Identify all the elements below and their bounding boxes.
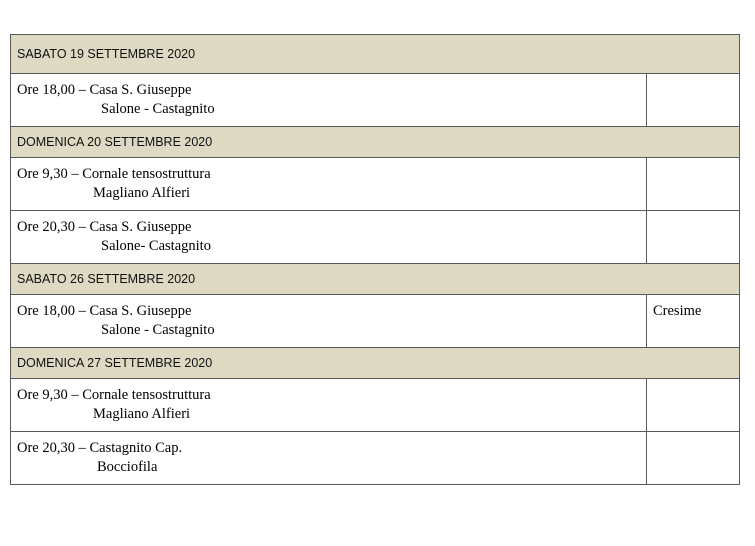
note-cell <box>647 295 740 348</box>
event-time-place: Ore 18,00 – Casa S. Giuseppe <box>17 303 192 319</box>
event-location: Bocciofila <box>97 459 158 475</box>
schedule-table <box>10 34 740 485</box>
event-cell <box>11 379 647 432</box>
event-location: Magliano Alfieri <box>93 406 191 422</box>
event-cell <box>11 158 647 211</box>
date-row <box>11 127 740 158</box>
event-note <box>647 74 739 82</box>
event-row <box>11 295 740 348</box>
event-cell <box>11 74 647 127</box>
event-row <box>11 158 740 211</box>
event-row <box>11 379 740 432</box>
event-note <box>647 211 739 219</box>
date-label: DOMENICA 20 SETTEMBRE 2020 <box>11 127 740 158</box>
event-location: Salone- Castagnito <box>101 238 211 254</box>
note-cell <box>647 211 740 264</box>
event-location: Salone - Castagnito <box>101 322 215 338</box>
event-note <box>647 158 739 166</box>
event-location: Magliano Alfieri <box>93 185 191 201</box>
event-note <box>647 432 739 440</box>
note-cell <box>647 74 740 127</box>
event-time-place: Ore 9,30 – Cornale tensostruttura <box>17 387 211 403</box>
event-time-place: Ore 20,30 – Casa S. Giuseppe <box>17 219 192 235</box>
note-cell <box>647 432 740 485</box>
event-time-place: Ore 20,30 – Castagnito Cap. <box>17 440 183 456</box>
event-note <box>647 379 739 387</box>
date-row <box>11 35 740 74</box>
date-row <box>11 264 740 295</box>
event-time-place: Ore 9,30 – Cornale tensostruttura <box>17 166 211 182</box>
date-label: SABATO 26 SETTEMBRE 2020 <box>11 264 740 295</box>
event-row <box>11 74 740 127</box>
event-cell <box>11 295 647 348</box>
event-cell <box>11 211 647 264</box>
date-label: SABATO 19 SETTEMBRE 2020 <box>11 35 740 74</box>
event-time-place: Ore 18,00 – Casa S. Giuseppe <box>17 82 192 98</box>
date-label: DOMENICA 27 SETTEMBRE 2020 <box>11 348 740 379</box>
event-row <box>11 432 740 485</box>
note-cell <box>647 158 740 211</box>
event-location: Salone - Castagnito <box>101 101 215 117</box>
note-cell <box>647 379 740 432</box>
event-cell <box>11 432 647 485</box>
event-row <box>11 211 740 264</box>
date-row <box>11 348 740 379</box>
event-note: Cresime <box>653 303 702 319</box>
